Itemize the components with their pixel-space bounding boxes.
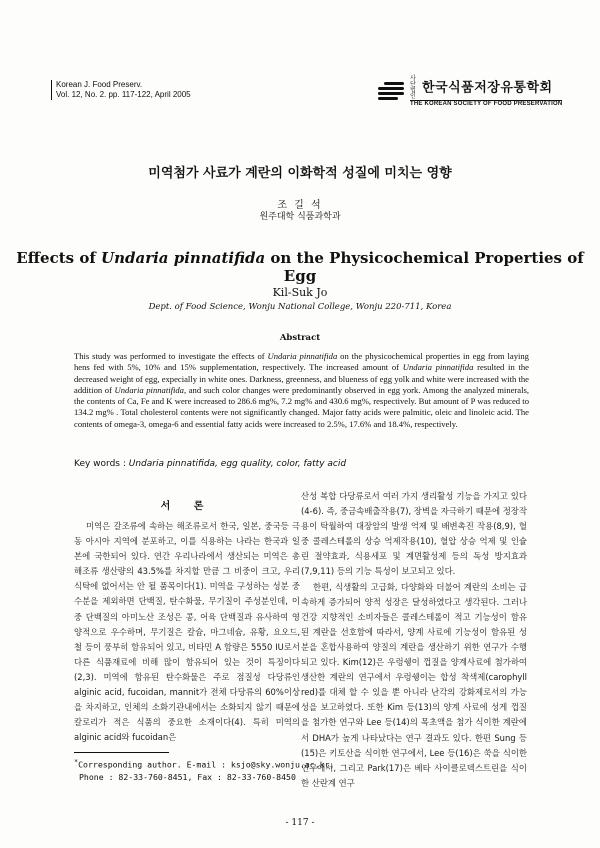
body-paragraph: 미역은 갈조류에 속하는 해조류로서 한국, 일본, 중국등 극동 아시아 지역에 분포하고, 이를 식용하는 나라는 한국과 일본에 국한되어 있다. 연간 우리나라에서 생산되는 미역은 총 해조류 생산량의 43.5%를 차지할 만큼 그 비중이 크고, 우리 식탁에 없어서는 안 될 품목이다(1). 미역을 구성하는 성분 중 수분을 제외하면 단백질, 탄수화물, 무기질이 주성분인데, 이 중 단백질의 아미노산 조성은 콩, 어육 단백질과 유사하여 영양적으로 우수하며, 무기질은 칼슘, 마그네슘, 유황, 요오드, 철 등이 풍부히 함유되어 있고, 비타민 A 함량은 5550 IU로서 다른 식품재료에 비해 많이 함유되어 있는 것이 특징이다(2,3). 미역에 함유된 탄수화물은 주로 점질성 다당류인 alginic acid, fucoidan, mannit가 전체 다당류의 60%이상을 차지하고, 인체의 소화기관내에서는 소화되지 않기 때문에 칼로리가 적은 식품의 중요한 소재이다(4). 특히 미역의 alginic acid와 fucoidan은 <box>74 521 300 743</box>
society-emblem-icon <box>378 81 406 103</box>
abstract-species: Undaria pinnatifida <box>267 351 338 361</box>
society-name-en: THE KOREAN SOCIETY OF FOOD PRESERVATION <box>410 101 563 107</box>
right-column <box>301 489 527 791</box>
society-logo <box>378 76 562 107</box>
society-name-kr: 한국식품저장유통학회 <box>422 79 553 95</box>
footnote: *Corresponding author. E-mail : ksjo@sky.wonju.ac.kr, Phone : 82-33-760-8451, Fax : 82-33-760-8450 <box>74 758 335 782</box>
footnote-contact: Corresponding author. E-mail : ksjo@sky.wonju.ac.kr, <box>78 759 335 770</box>
abstract-species: Undaria pinnatifida <box>402 362 474 373</box>
section-heading-introduction: 서 론 <box>160 501 214 512</box>
author-english: Kil-Suk Jo <box>272 286 328 299</box>
journal-name: Korean J. Food Preserv. <box>56 80 143 89</box>
keywords-label: Key words : <box>74 459 129 469</box>
author-korean: 조 길 석 <box>277 200 323 211</box>
abstract-species: Undaria pinnatifida <box>114 384 184 395</box>
page-number: - 117 - <box>285 818 315 828</box>
body-paragraph: 한편, 식생활의 고급화, 다양화와 더불어 계란의 소비는 급속하게 증가되어 양적 성장은 달성하였다고 생각된다. 그러나 건강 지향적인 소비자들은 콜레스테롤이 적고 기능성이 함유된 계란을 선호함에 따라서, 양계 사료에 기능성이 함유된 성분을 혼합사용하여 양질의 계란을 생산하기 위한 연구가 수행되고 있다. Kim(12)은 우렁쉥이 껍질을 양계사료에 첨가하여 생산한 계란의 연구에서 우렁쉥이는 합성 착색제(carophyll red)를 대체 할 수 있을 뿐 아니라 난각의 강화제로서의 가능성을 보고하였다. 또한 Kim 등(13)의 양계 사료에 성게 껍질을 첨가한 연구와 Lee 등(14)의 목초액을 첨가 식이한 계란에서 DHA가 높게 나타났다는 연구 결과도 있다. 한편 Sung 등(15)은 키토산을 식이한 연구에서, Lee 등(16)은 쑥을 식이한 연구에서, 그리고 Park(17)은 베타 사이클로덱스트린을 식이한 산란계 연구 <box>301 581 527 788</box>
abstract-text: resulted in the decreased weight of egg, expecially in white ones. Darkness, greenness, and blueness of egg yolk and white were increased with the addition of <box>74 362 529 395</box>
footnote-divider <box>74 752 169 753</box>
footnote-phone: Phone : 82-33-760-8451, Fax : 82-33-760-8450 <box>79 771 296 782</box>
title-en-species: Undaria pinnatifida <box>101 249 266 267</box>
title-en-part: on the Physicochemical Properties of Egg <box>265 249 584 285</box>
abstract-text: , and such color changes were predominantly observed in egg york. Among the analyzed minerals, the contents of Ca, Fe and K were increased to 286.6 mg%, 7.2 mg% and 430.6 mg%, respectively. But amount of P was reduced to 134.2 mg% . Total cholesterol contents were not significantly changed. Major fatty acids were palmitic, oleic and linoleic acid. The contents of omega-3, omega-6 and essential fatty acids were increased to 2.5%, 17.6% and 18.4%, respectively. <box>74 384 529 429</box>
affiliation-korean: 원주대학 식품과학과 <box>259 212 341 222</box>
title-english <box>0 249 600 285</box>
title-korean: 미역첨가 사료가 계란의 이화학적 성질에 미치는 영향 <box>148 166 452 181</box>
abstract-body <box>74 351 529 430</box>
abstract-heading: Abstract <box>279 333 321 343</box>
society-prefix: 사단 법인 <box>410 76 417 100</box>
left-column <box>74 519 300 745</box>
journal-citation <box>51 80 191 100</box>
abstract-text: This study was performed to investigate the effects of <box>74 351 268 361</box>
journal-volume: Vol. 12, No. 2. pp. 117-122, April 2005 <box>56 90 191 99</box>
body-paragraph: 산성 복합 다당류로서 여러 가지 생리활성 기능을 가지고 있다(4-6). 즉, 중금속배출작용(7), 장벽을 자극하기 때문에 정장작용이 탁월하여 대장암의 발생 억제 및 배변촉진 작용(8,9), 혈 중 콜레스테롤의 상승 억제작용(10), 혈압 상승 억제 및 인슐린 절약효과, 식용세포 및 계면활성제 등의 독성 방지효과(7,9,11) 등의 기능 특성이 보고되고 있다. <box>301 491 527 577</box>
title-en-part: Effects of <box>16 249 101 267</box>
keywords <box>74 459 346 469</box>
abstract-text: on the physicochemical properties in egg from laying hens fed with 5%, 10% and 15% supplementation, respectively. The increased amount of <box>74 351 529 373</box>
keywords-text: Undaria pinnatifida, egg quality, color, fatty acid <box>128 459 347 469</box>
affiliation-english: Dept. of Food Science, Wonju National College, Wonju 220-711, Korea <box>148 302 452 312</box>
